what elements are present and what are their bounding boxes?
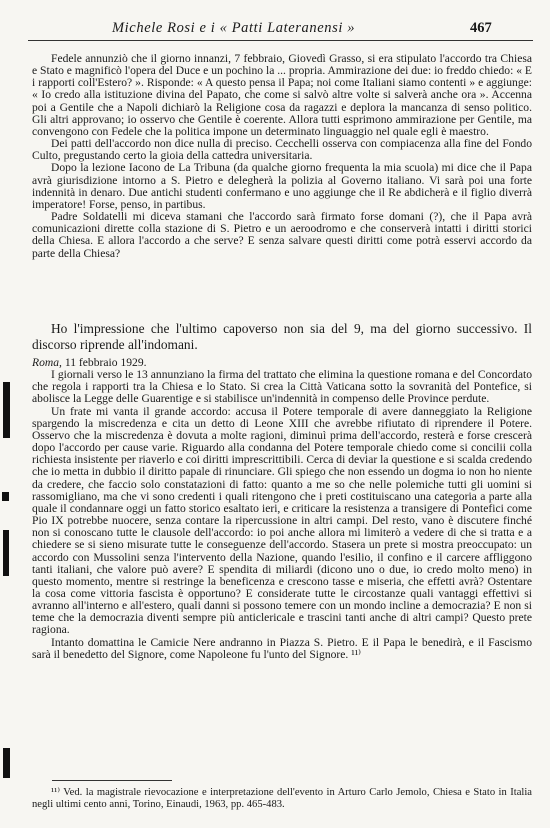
- page-number: 467: [470, 20, 492, 36]
- paragraph: Dopo la lezione Iacono de La Tribuna (da qualche giorno frequenta la mia scuola) mi dice che il Papa avrà giurisdizione intorno a S. Pietro e delegherà la polizia al Governo italiano. Vi sarà poi una forte indennità in denaro. Due antichi studenti confermano e uno aggiunge che il Re abdicherà e il figlio diverrà imperatore! Forse, penso, in partibus.: [32, 161, 532, 211]
- running-title: Michele Rosi e i « Patti Lateranensi »: [112, 20, 356, 36]
- diary-entry: [32, 357, 532, 661]
- diary-entry-continued: [32, 53, 532, 260]
- paragraph: Fedele annunziò che il giorno innanzi, 7 febbraio, Giovedì Grasso, si era stipulato l'accordo tra Chiesa e Stato e magnificò l'opera del Duce e un pochino la ... propria. Ammirazione dei due: io freddo chiedo: « E i rapporti coll'Estero? ». Risponde: « A questo pensa il Papa; noi come Italiani siamo contenti » e aggiunge: « Io credo alla istituzione divina del Papato, che come si salvò altre volte si salverà anche ora ». Accenna poi a Gentile che a Napoli dichiarò la Religione cosa da ragazzi e deplora la mancanza di senso politico. Gli altri approvano; io osservo che Gentile è coerente. Allora tutti esprimono ammirazione per Gentile, ma convengono con Fedele che la politica impone un determinato linguaggio nel quale egli è maestro.: [32, 52, 532, 138]
- editorial-note: [32, 321, 532, 353]
- paragraph: Intanto domattina le Camicie Nere andranno in Piazza S. Pietro. E il Papa le benedirà, e il Fascismo sarà il benedetto del Signore, come Napoleone fu l'unto del Signore. ¹¹⁾: [32, 635, 532, 661]
- margin-scan-mark: [3, 748, 10, 778]
- margin-scan-mark: [2, 492, 9, 501]
- footnote: [32, 787, 532, 811]
- header-rule: [28, 40, 533, 41]
- paragraph: Padre Soldatelli mi diceva stamani che l'accordo sarà firmato forse domani (?), che il Papa avrà comunicazioni dirette colla stazione di S. Pietro e un aeroodromo e che conserverà intatti i diritti storici della Chiesa. E allora l'accordo a che serve? E senza salvare questi diritti come potrà esservi accordo da parte della Chiesa?: [32, 210, 532, 260]
- paragraph: Ho l'impressione che l'ultimo capoverso non sia del 9, ma del giorno successivo. Il discorso riprende all'indomani.: [32, 321, 532, 352]
- margin-scan-mark: [3, 530, 9, 576]
- footnote-rule: [52, 780, 172, 781]
- dateline-date: 11 febbraio 1929.: [64, 356, 147, 369]
- margin-scan-mark: [3, 382, 10, 438]
- paragraph: I giornali verso le 13 annunziano la firma del trattato che elimina la questione romana e del Concordato che regola i rapporti tra la Chiesa e lo Stato. Si crea la Città Vaticana sotto la sovranità del Pontefice, si abolisce la Legge delle Guarentige e si stabilisce un'indennità in compenso delle Province perdute.: [32, 368, 532, 406]
- paragraph: Dei patti dell'accordo non dice nulla di preciso. Cecchelli osserva con compiacenza alla fine del Fondo Culto, pregustando certo la gioia della cattedra universitaria.: [32, 137, 532, 163]
- footnote-text: ¹¹⁾ Ved. la magistrale rievocazione e interpretazione dell'evento in Arturo Carlo Jemolo, Chiesa e Stato in Italia negli ultimi cento anni, Torino, Einaudi, 1963, pp. 465-483.: [32, 787, 532, 810]
- dateline-place: Roma,: [32, 356, 62, 369]
- paragraph: Un frate mi vanta il grande accordo: accusa il Potere temporale di avere danneggiato la Religione spargendo la miscredenza e cita un detto di Leone XIII che avrebbe rifiutato di riprendere il Potere. Osservo che la miscredenza è dovuta a molte ragioni, diminuì prima dell'accordo, resterà e forse crescerà dopo l'accordo per cause varie. Riguardo alla condanna del Potere temporale chiedo come si concilii colla richiesta insistente per riaverlo e coi diritti imprescrittibili. Cerca di deviar la questione e si scalda credendo che io metta in dubbio il diritto papale di rinunciare. Gli spiego che non essendo un dogma io non ho niente da credere, che faccio solo constatazioni di fatto: quanto a me so che nelle polemiche tutti gli uomini si rassomigliano, ma che vi sono credenti i quali ritengono che i preti costituiscano una categoria a parte alla quale il condannare oggi un fatto storico esaltato ieri, e criticare la resistenza a transigere di Pontefici come Pio IX potrebbe nuocere, senza contare la ripercussione in altri campi. Del resto, vano è discutere finché non si conoscano tutte le clausole dell'accordo: io poi anche allora mi limiterò a vedere di che si tratta e a chiedere se si sieno misurate tutte le conseguenze dell'accordo. Stasera un prete si mostra preoccupato: un accordo con Mussolini senza l'intervento della Nazione, quando l'esilio, il confino e il carcere affliggono tanti italiani, che valore può avere? E spendita di miliardi (dicono uno o due, io credo molto meno) in questo momento, mentre si restringe la beneficenza e crescono tasse e miseria, che effetti avrà? Ostentare la cosa come vittoria fascista è opportuno? E considerate tutte le circostanze quali vantaggi effettivi si avranno all'interno e all'estero, quali danni si possono temere con un mondo incline a democrazia? E non si teme che la democrazia diventi sempre più anticlericale e trascini tanti anche di altri campi? Questo prete ragiona.: [32, 404, 532, 637]
